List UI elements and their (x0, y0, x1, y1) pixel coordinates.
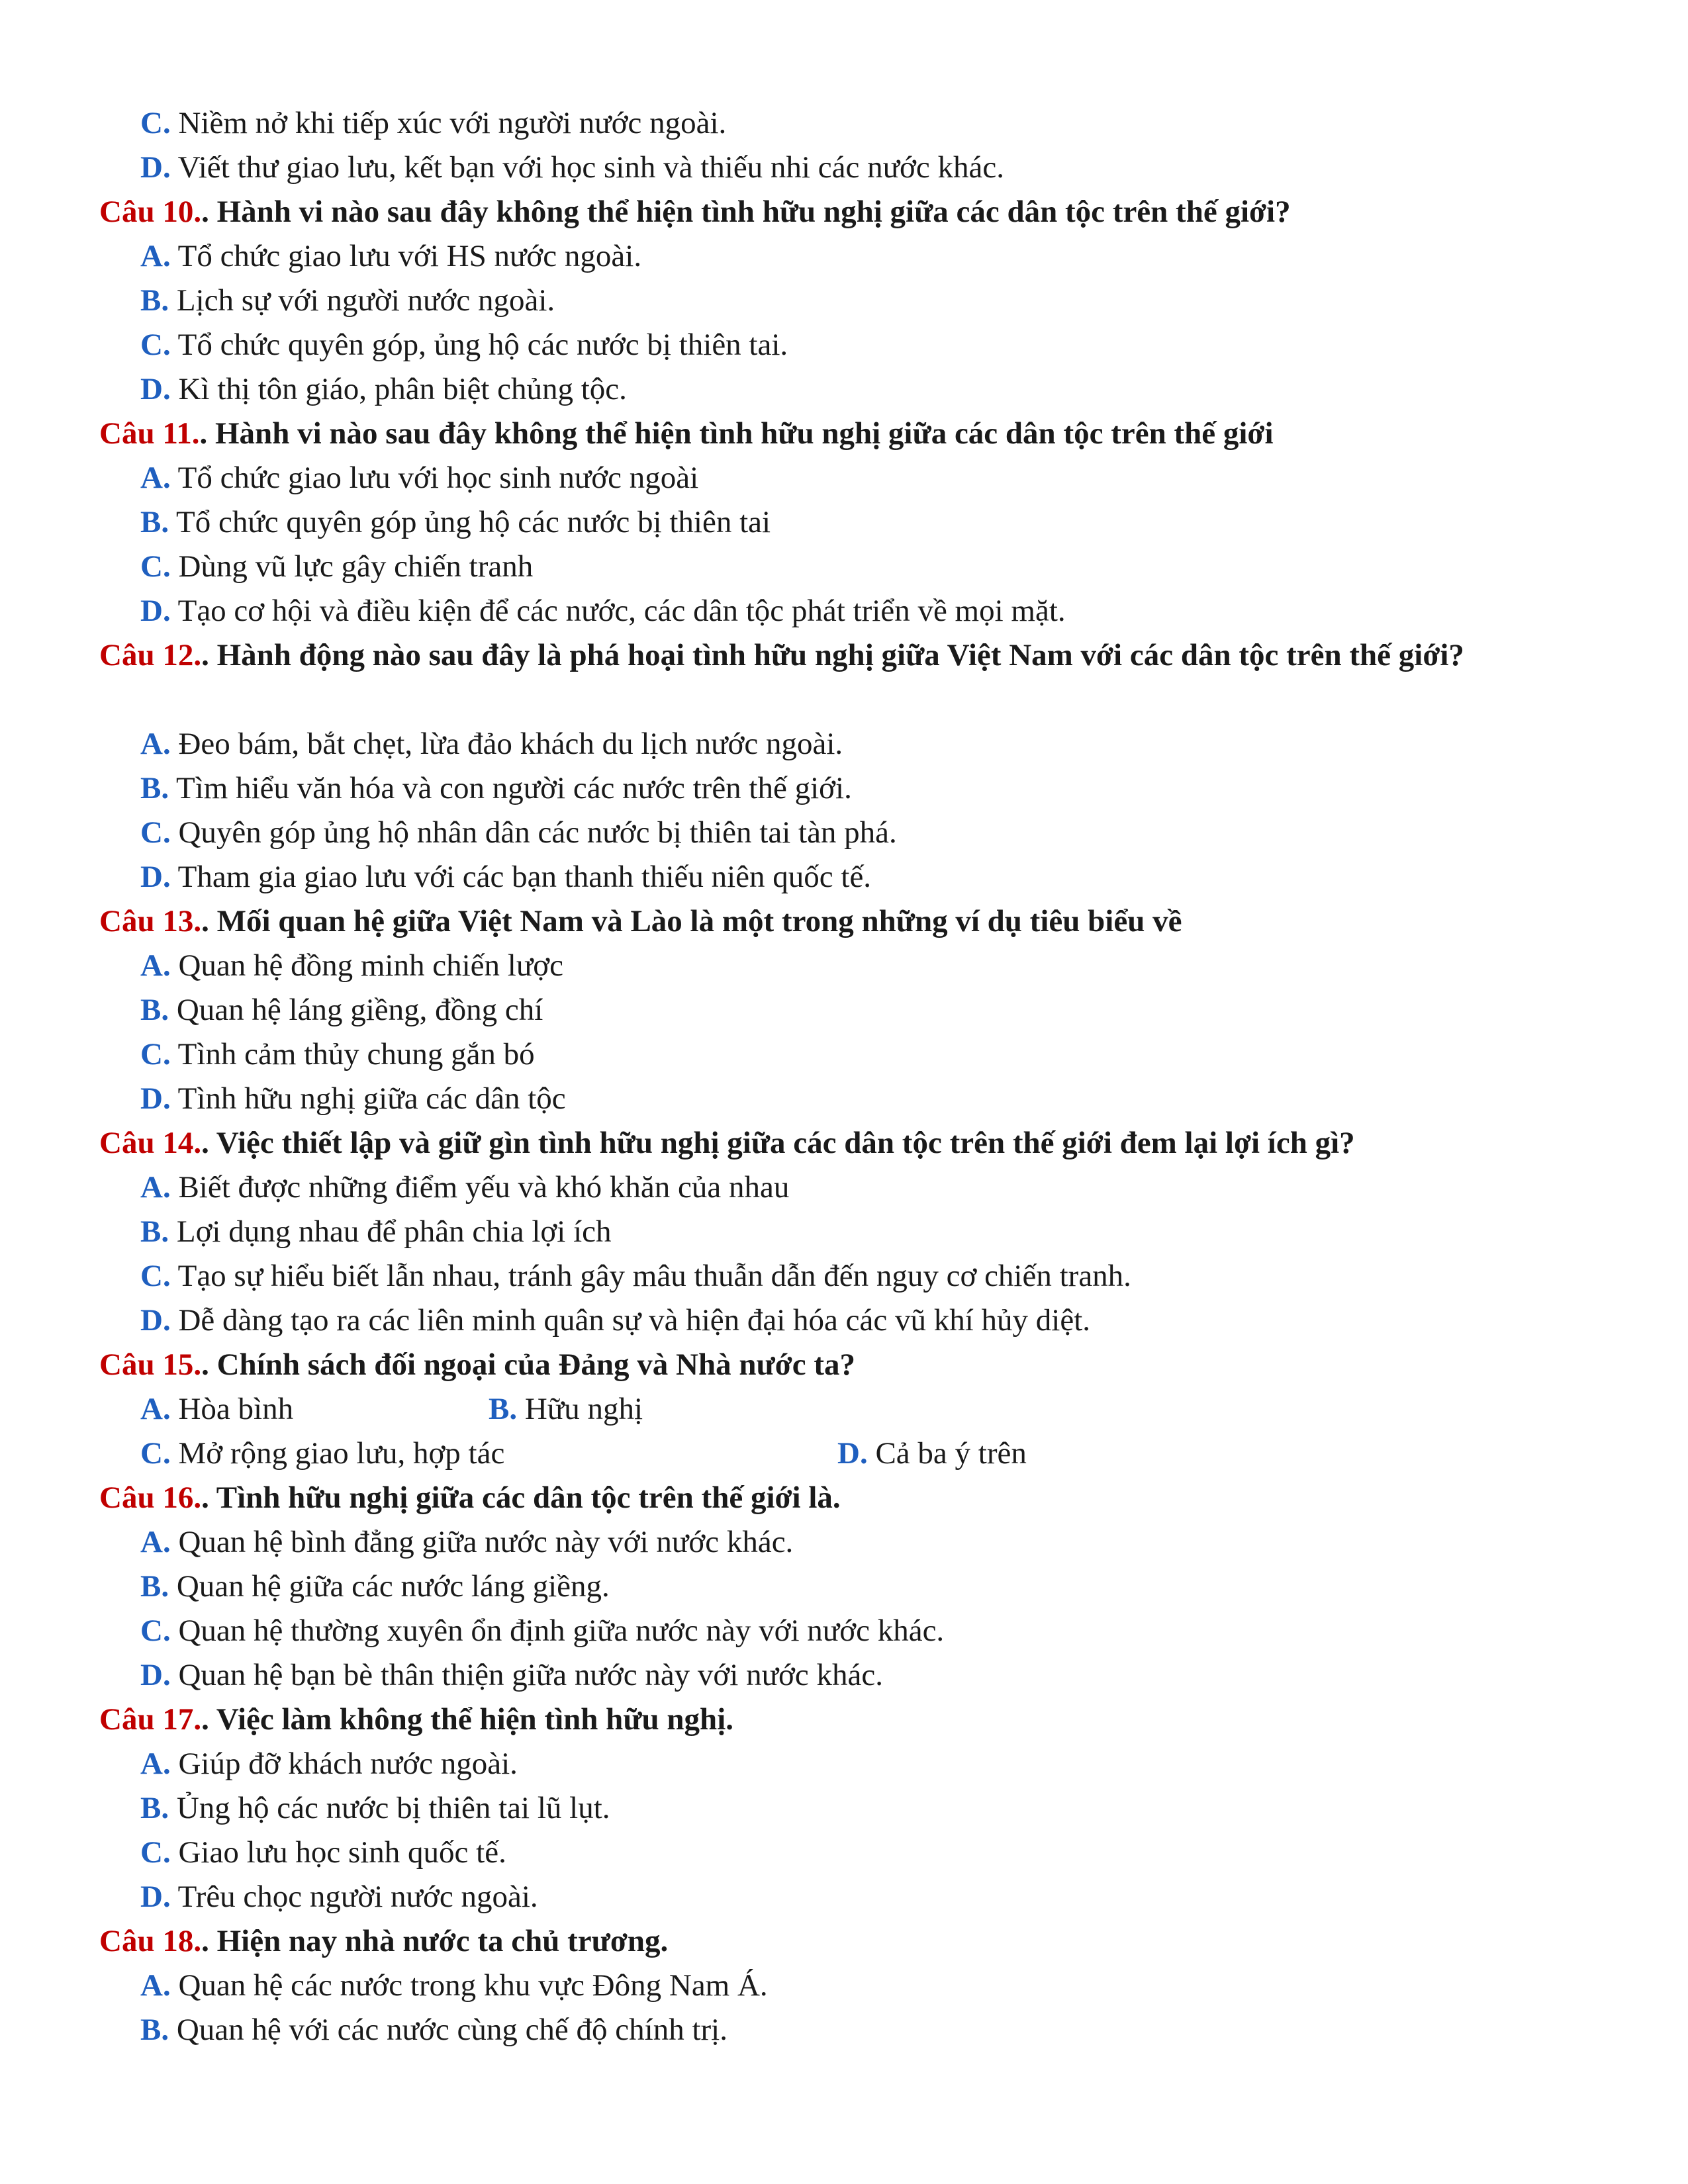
option-letter: C. (140, 1614, 171, 1648)
option-text: Quan hệ bình đẳng giữa nước này với nước khác. (178, 1525, 794, 1559)
option-letter: A. (140, 1170, 171, 1205)
option-line (140, 1786, 610, 1831)
option-text: Tổ chức giao lưu với HS nước ngoài. (177, 239, 642, 273)
option-letter: D. (140, 860, 171, 894)
option-text: Tạo sự hiểu biết lẫn nhau, tránh gây mâu thuẫn dẫn đến nguy cơ chiến tranh. (177, 1259, 1131, 1293)
question-text: . Hành động nào sau đây là phá hoại tình hữu nghị giữa Việt Nam với các dân tộc trên thế giới? (201, 638, 1464, 672)
option-text: Ủng hộ các nước bị thiên tai lũ lụt. (176, 1791, 610, 1825)
option-letter: B. (140, 505, 169, 539)
option-letter: C. (140, 815, 171, 850)
option-text: Tình hữu nghị giữa các dân tộc (177, 1081, 566, 1116)
option-line (140, 1077, 566, 1121)
option-line (140, 146, 1004, 190)
option-line (140, 234, 641, 279)
option-text: Cả ba ý trên (875, 1436, 1027, 1471)
option-line (140, 1831, 506, 1875)
option-text: Giúp đỡ khách nước ngoài. (178, 1747, 518, 1781)
option-text: Tạo cơ hội và điều kiện để các nước, các dân tộc phát triển về mọi mặt. (177, 594, 1066, 628)
option-line (140, 500, 771, 545)
option-letter: A. (140, 239, 171, 273)
question-line (99, 412, 1274, 456)
option-line (140, 1565, 610, 1609)
option-text: Niềm nở khi tiếp xúc với người nước ngoài. (178, 106, 727, 140)
option-line (140, 279, 555, 323)
option-letter: A. (140, 1525, 171, 1559)
option-line (140, 589, 1066, 633)
option-letter: D. (140, 594, 171, 628)
option-letter: B. (140, 993, 169, 1027)
option-line (140, 367, 627, 412)
question-number: Câu 10. (99, 195, 202, 229)
option-line (140, 1032, 535, 1077)
option-text: Tổ chức quyên góp, ủng hộ các nước bị thiên tai. (177, 328, 788, 362)
question-text: . Mối quan hệ giữa Việt Nam và Lào là một trong những ví dụ tiêu biểu về (201, 904, 1182, 938)
option-text: Quan hệ các nước trong khu vực Đông Nam Á. (178, 1968, 768, 2003)
question-line (99, 1698, 733, 1742)
option-letter: D. (140, 1658, 171, 1692)
option-letter: B. (140, 1791, 169, 1825)
question-text: . Việc làm không thể hiện tình hữu nghị. (201, 1702, 734, 1737)
option-letter: C. (140, 549, 171, 584)
question-number: Câu 17. (99, 1702, 202, 1737)
option-text: Quan hệ với các nước cùng chế độ chính trị. (176, 2013, 727, 2047)
option-text: Trêu chọc người nước ngoài. (177, 1880, 538, 1914)
option-text: Quyên góp ủng hộ nhân dân các nước bị thiên tai tàn phá. (178, 815, 897, 850)
option-text: Tham gia giao lưu với các bạn thanh thiếu niên quốc tế. (177, 860, 872, 894)
option-letter: A. (140, 1747, 171, 1781)
option-line (140, 1387, 293, 1432)
option-letter: C. (140, 328, 171, 362)
option-line (140, 944, 563, 988)
option-line (140, 1210, 611, 1254)
option-letter: D. (140, 1880, 171, 1914)
option-line (140, 1298, 1090, 1343)
option-letter: B. (140, 283, 169, 318)
question-line (99, 899, 1182, 944)
option-text: Kì thị tôn giáo, phân biệt chủng tộc. (178, 372, 627, 406)
option-letter: D. (140, 150, 171, 185)
question-number: Câu 16. (99, 1480, 202, 1515)
option-text: Tổ chức giao lưu với học sinh nước ngoài (177, 461, 699, 495)
option-text: Tổ chức quyên góp ủng hộ các nước bị thiên tai (176, 505, 771, 539)
option-text: Hòa bình (178, 1392, 294, 1426)
option-line (140, 101, 726, 146)
question-text: . Việc thiết lập và giữ gìn tình hữu nghị giữa các dân tộc trên thế giới đem lại lợi ích gì? (201, 1126, 1355, 1160)
question-text: . Chính sách đối ngoại của Đảng và Nhà nước ta? (201, 1347, 855, 1382)
option-letter: C. (140, 1259, 171, 1293)
option-text: Quan hệ láng giềng, đồng chí (176, 993, 543, 1027)
option-letter: B. (140, 1569, 169, 1604)
option-letter: D. (140, 1081, 171, 1116)
option-letter: C. (140, 1037, 171, 1071)
option-line (140, 1165, 789, 1210)
option-line (140, 323, 788, 367)
option-letter: C. (140, 106, 171, 140)
option-letter: A. (140, 948, 171, 983)
option-letter: B. (140, 1214, 169, 1249)
option-text: Tình cảm thủy chung gắn bó (177, 1037, 535, 1071)
question-text: . Tình hữu nghị giữa các dân tộc trên thế giới là. (201, 1480, 841, 1515)
option-letter: D. (140, 372, 171, 406)
question-number: Câu 13. (99, 904, 202, 938)
option-text: Dùng vũ lực gây chiến tranh (178, 549, 534, 584)
option-line (140, 1609, 944, 1653)
question-line (99, 1343, 855, 1387)
option-line (837, 1432, 1027, 1476)
option-text: Đeo bám, bắt chẹt, lừa đảo khách du lịch nước ngoài. (178, 727, 843, 761)
option-text: Mở rộng giao lưu, hợp tác (178, 1436, 505, 1471)
option-letter: C. (140, 1835, 171, 1870)
option-letter: A. (140, 1968, 171, 2003)
option-text: Quan hệ bạn bè thân thiện giữa nước này với nước khác. (178, 1658, 883, 1692)
option-text: Giao lưu học sinh quốc tế. (178, 1835, 506, 1870)
option-text: Lịch sự với người nước ngoài. (176, 283, 555, 318)
question-line (99, 1476, 841, 1520)
option-text: Viết thư giao lưu, kết bạn với học sinh và thiếu nhi các nước khác. (177, 150, 1004, 185)
option-line (489, 1387, 643, 1432)
question-line (99, 190, 1291, 234)
option-letter: B. (140, 2013, 169, 2047)
option-line (140, 1964, 768, 2008)
option-letter: B. (489, 1392, 518, 1426)
option-letter: D. (140, 1303, 171, 1338)
question-line (99, 1121, 1355, 1165)
option-letter: B. (140, 771, 169, 805)
question-line (99, 1919, 668, 1964)
option-line (140, 722, 843, 766)
question-line (99, 633, 1589, 678)
option-text: Tìm hiểu văn hóa và con người các nước trên thế giới. (176, 771, 852, 805)
option-line (140, 1432, 504, 1476)
question-number: Câu 14. (99, 1126, 202, 1160)
option-letter: C. (140, 1436, 171, 1471)
question-number: Câu 11. (99, 416, 200, 451)
question-number: Câu 12. (99, 638, 202, 672)
question-number: Câu 18. (99, 1924, 202, 1958)
question-text: . Hiện nay nhà nước ta chủ trương. (201, 1924, 669, 1958)
option-letter: A. (140, 1392, 171, 1426)
option-text: Lợi dụng nhau để phân chia lợi ích (176, 1214, 612, 1249)
option-line (140, 1742, 518, 1786)
option-text: Hữu nghị (524, 1392, 643, 1426)
question-text: . Hành vi nào sau đây không thể hiện tình hữu nghị giữa các dân tộc trên thế giới (199, 416, 1274, 451)
option-line (140, 766, 852, 811)
option-line (140, 988, 543, 1032)
option-line (140, 1875, 538, 1919)
option-line (140, 456, 698, 500)
option-line (140, 855, 871, 899)
option-letter: A. (140, 461, 171, 495)
option-text: Quan hệ thường xuyên ổn định giữa nước này với nước khác. (178, 1614, 945, 1648)
option-letter: A. (140, 727, 171, 761)
option-letter: D. (837, 1436, 868, 1471)
option-line (140, 1653, 883, 1698)
option-line (140, 1254, 1131, 1298)
option-text: Biết được những điểm yếu và khó khăn của nhau (178, 1170, 790, 1205)
option-text: Dễ dàng tạo ra các liên minh quân sự và hiện đại hóa các vũ khí hủy diệt. (178, 1303, 1091, 1338)
option-line (140, 1520, 793, 1565)
option-text: Quan hệ giữa các nước láng giềng. (176, 1569, 610, 1604)
option-line (140, 811, 897, 855)
option-line (140, 545, 533, 589)
question-text: . Hành vi nào sau đây không thể hiện tình hữu nghị giữa các dân tộc trên thế giới? (201, 195, 1291, 229)
option-line (140, 2008, 727, 2052)
question-number: Câu 15. (99, 1347, 202, 1382)
option-text: Quan hệ đồng minh chiến lược (178, 948, 564, 983)
